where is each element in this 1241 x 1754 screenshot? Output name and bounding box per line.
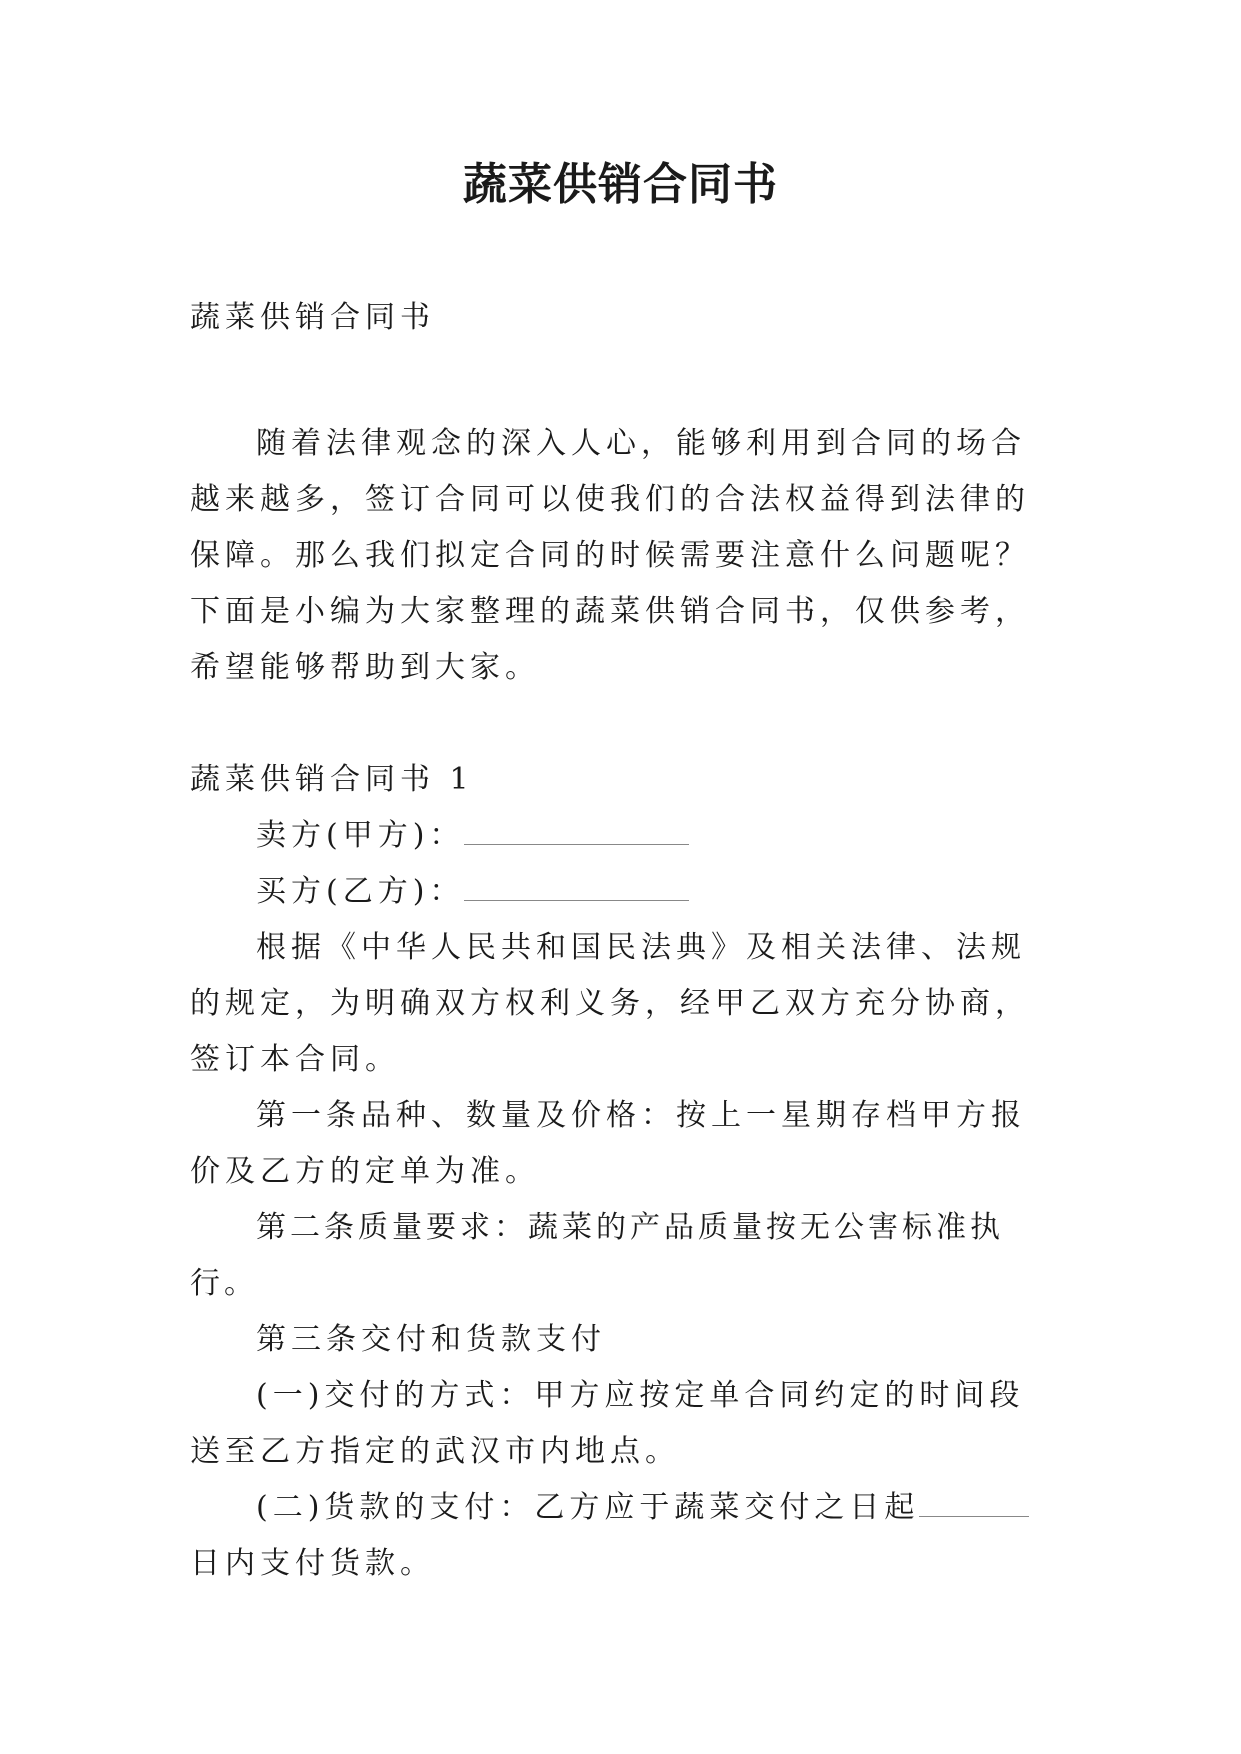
document-body [190,290,1050,1592]
section-heading: 蔬菜供销合同书 1 [190,762,474,797]
article-2: 第二条质量要求：蔬菜的产品质量按无公害标准执行。 [190,1210,1004,1301]
document-title: 蔬菜供销合同书 [463,159,778,210]
clause-3-2 [190,1480,1050,1592]
article-3-heading: 第三条交付和货款支付 [256,1322,606,1357]
buyer-label: 买方(乙方)： [256,874,465,909]
clause-3-2-before: (二)货款的支付：乙方应于蔬菜交付之日起 [256,1490,920,1525]
article-1: 第一条品种、数量及价格：按上一星期存档甲方报价及乙方的定单为准。 [190,1098,1026,1189]
spacer [190,346,1050,416]
document-subtitle: 蔬菜供销合同书 [190,300,435,335]
spacer [190,696,1050,752]
clause-3-1: (一)交付的方式：甲方应按定单合同约定的时间段送至乙方指定的武汉市内地点。 [190,1378,1025,1469]
buyer-blank [464,873,689,901]
seller-line [190,808,1050,864]
buyer-line [190,864,1050,920]
payment-days-blank [919,1489,1029,1517]
intro-paragraph: 随着法律观念的深入人心，能够利用到合同的场合越来越多，签订合同可以使我们的合法权益得到法律的保障。那么我们拟定合同的时候需要注意什么问题呢？下面是小编为大家整理的蔬菜供销合同书，仅供参考，希望能够帮助到大家。 [190,426,1030,685]
seller-label: 卖方(甲方)： [256,818,465,853]
seller-blank [464,817,689,845]
clause-3-2-after: 日内支付货款。 [190,1546,435,1581]
preamble-paragraph: 根据《中华人民共和国民法典》及相关法律、法规的规定，为明确双方权利义务，经甲乙双方充分协商，签订本合同。 [190,930,1030,1077]
